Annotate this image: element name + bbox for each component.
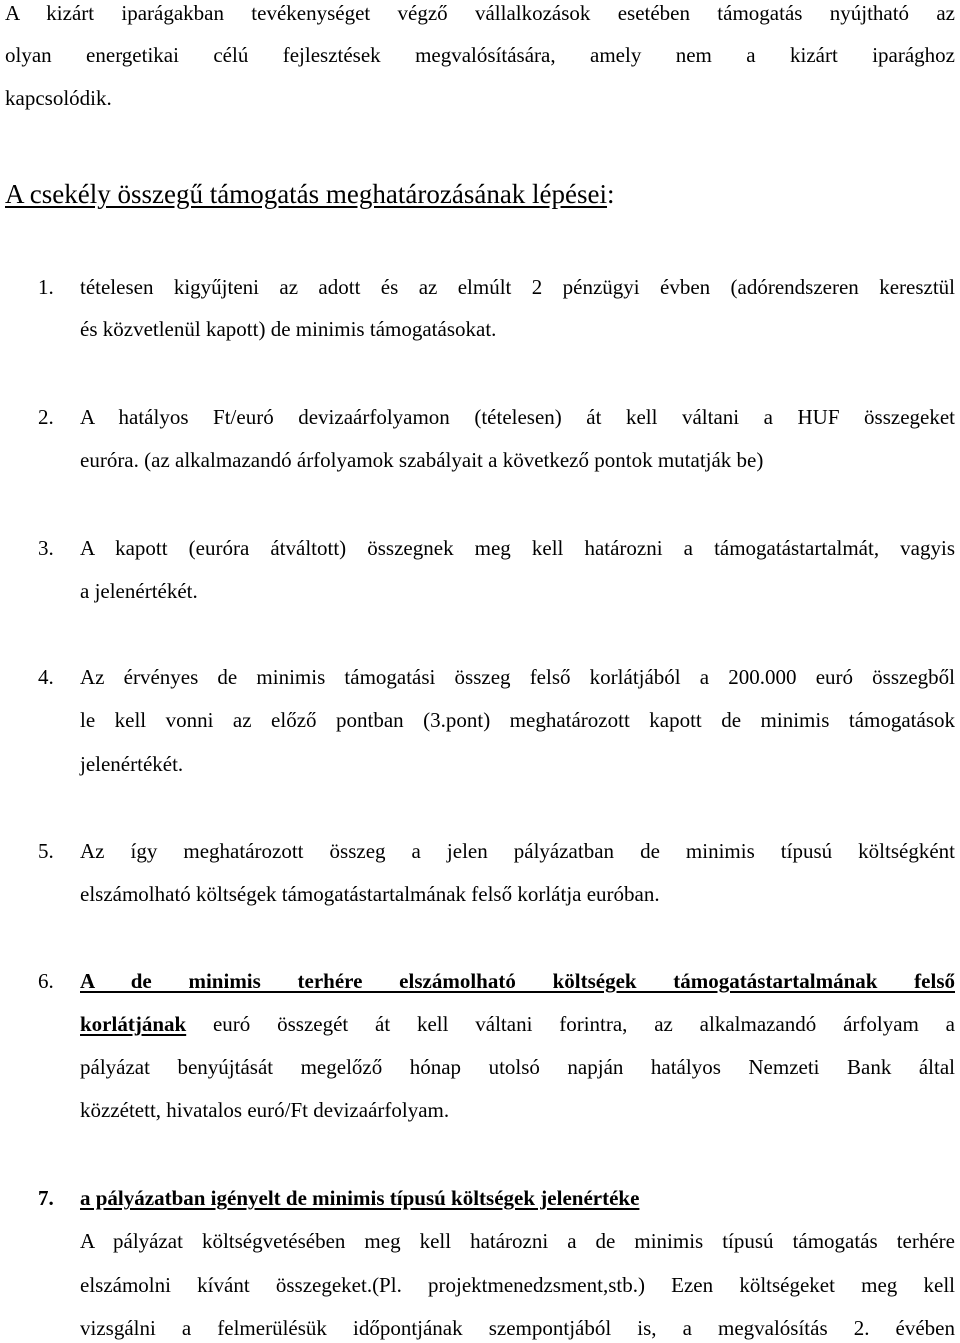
- step-2-number: 2.: [38, 405, 54, 429]
- step-1-line-2: és közvetlenül kapott) de minimis támogatásokat.: [80, 317, 497, 341]
- step-4-line-3: jelenértékét.: [80, 752, 184, 776]
- intro-line-3: kapcsolódik.: [5, 86, 112, 110]
- step-7-line-2: elszámolni kívánt összegeket.(Pl. projektmenedzsment,stb.) Ezen költségeket meg kell: [80, 1273, 955, 1297]
- section-heading-text: A csekély összegű támogatás meghatározásának lépései: [5, 179, 608, 209]
- step-6-line-2: [80, 1011, 955, 1037]
- step-5-number: 5.: [38, 839, 54, 863]
- step-2-line-2: euróra. (az alkalmazandó árfolyamok szabályait a következő pontok mutatják be): [80, 448, 764, 472]
- intro-line-2: olyan energetikai célú fejlesztések megvalósítására, amely nem a kizárt iparághoz: [5, 43, 955, 67]
- intro-line-1: A kizárt iparágakban tevékenységet végző vállalkozások esetében támogatás nyújtható az: [5, 1, 955, 25]
- step-1-line-1: tételesen kigyűjteni az adott és az elmúlt 2 pénzügyi évben (adórendszeren keresztül: [80, 275, 955, 299]
- step-4-line-2: le kell vonni az előző pontban (3.pont) meghatározott kapott de minimis támogatások: [80, 708, 955, 732]
- step-7-number: 7.: [38, 1186, 54, 1210]
- step-6-line-2-rest: euró összegét át kell váltani forintra, az alkalmazandó árfolyam a: [186, 1012, 955, 1036]
- step-6-number: 6.: [38, 969, 54, 993]
- step-4-line-1: Az érvényes de minimis támogatási összeg felső korlátjából a 200.000 euró összegből: [80, 665, 955, 689]
- step-7-title: a pályázatban igényelt de minimis típusú költségek jelenértéke: [80, 1186, 640, 1210]
- step-5-line-1: Az így meghatározott összeg a jelen pályázatban de minimis típusú költségként: [80, 839, 955, 863]
- step-3-number: 3.: [38, 536, 54, 560]
- step-6-bold-fragment: korlátjának: [80, 1012, 187, 1036]
- step-2-line-1: A hatályos Ft/euró devizaárfolyamon (tételesen) át kell váltani a HUF összegeket: [80, 405, 955, 429]
- step-7-line-1: A pályázat költségvetésében meg kell határozni a de minimis típusú támogatás terhére: [80, 1229, 955, 1253]
- step-7-line-3: vizsgálni a felmerülésük időpontjának szempontjából is, a megvalósítás 2. évében: [80, 1316, 955, 1340]
- step-1-number: 1.: [38, 275, 54, 299]
- step-4-number: 4.: [38, 665, 54, 689]
- step-3-line-2: a jelenértékét.: [80, 579, 198, 603]
- section-heading: [5, 178, 615, 210]
- section-heading-colon: :: [607, 179, 615, 209]
- step-6-line-4: közzétett, hivatalos euró/Ft devizaárfolyam.: [80, 1098, 450, 1122]
- step-3-line-1: A kapott (euróra átváltott) összegnek meg kell határozni a támogatástartalmát, vagyis: [80, 536, 955, 560]
- step-5-line-2: elszámolható költségek támogatástartalmának felső korlátja euróban.: [80, 882, 660, 906]
- step-6-line-3: pályázat benyújtását megelőző hónap utolsó napján hatályos Nemzeti Bank által: [80, 1055, 955, 1079]
- step-6-line-1: A de minimis terhére elszámolható költségek támogatástartalmának felső: [80, 969, 955, 993]
